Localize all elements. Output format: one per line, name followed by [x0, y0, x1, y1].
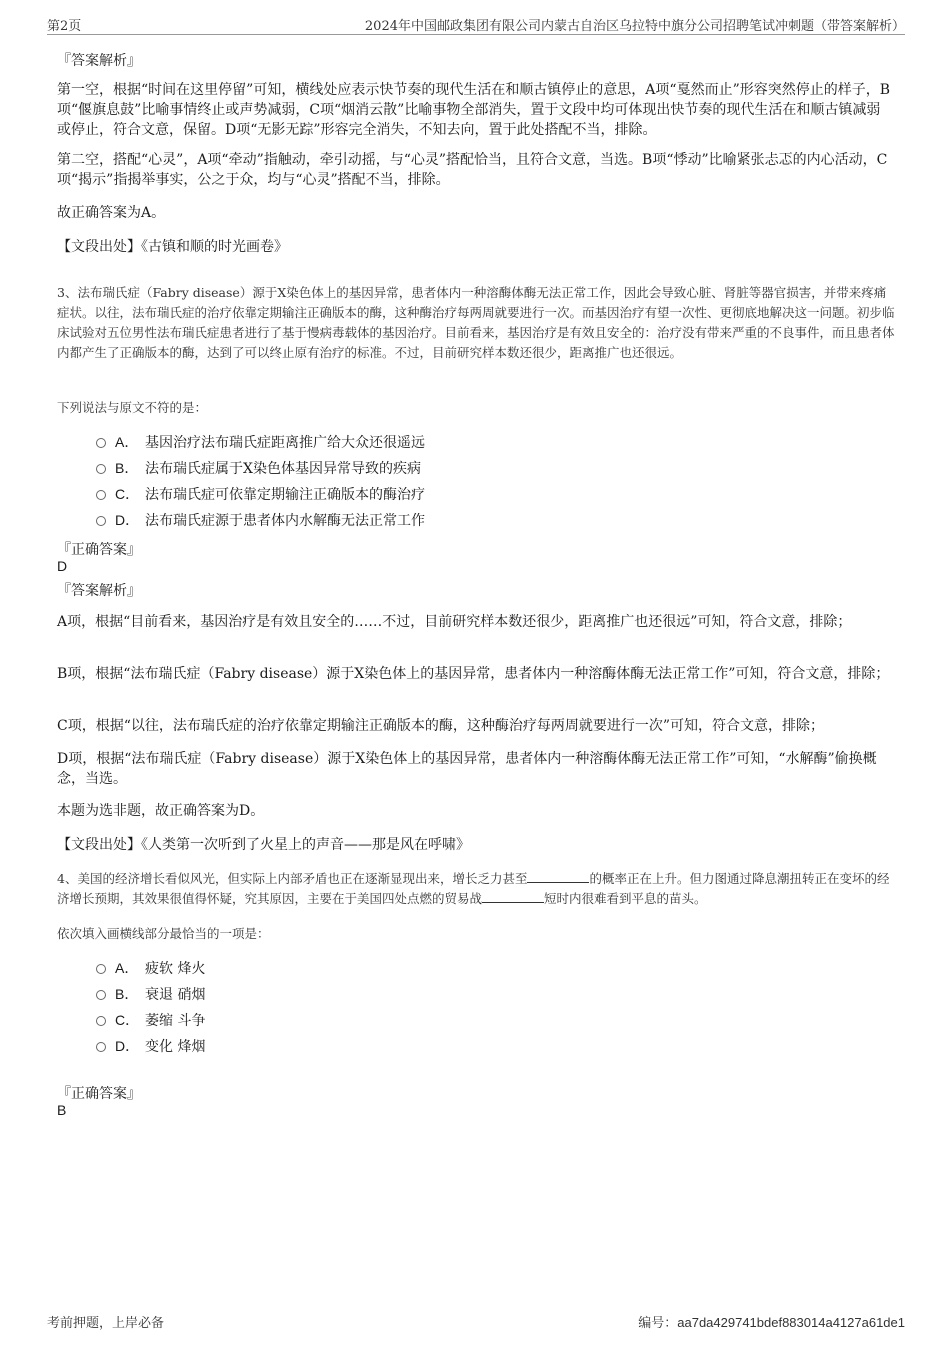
q3-conclusion: 本题为选非题，故正确答案为D。	[57, 803, 265, 819]
q3-analysis-d: D项，根据“法布瑞氏症（Fabry disease）源于X染色体上的基因异常，患者体内一种溶酶体酶无法正常工作”可知，“水解酶”偷换概念，当选。	[57, 751, 877, 787]
radio-icon[interactable]	[96, 990, 106, 1000]
q2-source: 【文段出处】《古镇和顺的时光画卷》	[57, 239, 288, 255]
footer-slogan: 考前押题，上岸必备	[47, 1316, 165, 1331]
radio-icon[interactable]	[96, 516, 106, 526]
q3-option-a[interactable]: A． 基因治疗法布瑞氏症距离推广给大众还很遥远	[96, 432, 425, 452]
q3-correct-answer: D	[57, 558, 68, 574]
radio-icon[interactable]	[96, 1042, 106, 1052]
blank-1	[527, 870, 589, 883]
q3-question: 下列说法与原文不符的是：	[57, 400, 208, 415]
q2-analysis-para2: 第二空，搭配“心灵”，A项“牵动”指触动，牵引动摇，与“心灵”搭配恰当，且符合文意，当选。B项“悸动”比喻紧张忐忑的内心活动，C项“揭示”指揭举事实，公之于众，均与“心灵”搭配不当，排除。	[57, 152, 888, 188]
q3-source: 【文段出处】《人类第一次听到了火星上的声音——那是风在呼啸》	[57, 837, 470, 853]
page-number: 第2页	[47, 19, 82, 34]
q4-correct-answer: B	[57, 1102, 67, 1118]
radio-icon[interactable]	[96, 438, 106, 448]
q3-option-c[interactable]: C． 法布瑞氏症可依靠定期输注正确版本的酶治疗	[96, 484, 425, 504]
q3-correct-label: 『正确答案』	[57, 542, 141, 558]
footer-id: 编号：aa7da429741bdef883014a4127a61de1	[638, 1315, 905, 1331]
q3-analysis-b: B项，根据“法布瑞氏症（Fabry disease）源于X染色体上的基因异常，患者体内一种溶酶体酶无法正常工作”可知，符合文意，排除；	[57, 666, 890, 682]
q3-analysis-a: A项，根据“目前看来，基因治疗是有效且安全的……不过，目前研究样本数还很少，距离推广也还很远”可知，符合文意，排除；	[57, 614, 852, 630]
radio-icon[interactable]	[96, 464, 106, 474]
radio-icon[interactable]	[96, 490, 106, 500]
q4-correct-label: 『正确答案』	[57, 1086, 141, 1102]
blank-2	[482, 890, 544, 903]
q4-option-b[interactable]: B． 衰退 硝烟	[96, 984, 205, 1004]
q3-option-b[interactable]: B． 法布瑞氏症属于X染色体基因异常导致的疾病	[96, 458, 421, 478]
q4-question: 依次填入画横线部分最恰当的一项是：	[57, 926, 270, 941]
radio-icon[interactable]	[96, 964, 106, 974]
q3-analysis-label: 『答案解析』	[57, 583, 141, 599]
q2-analysis-label: 『答案解析』	[57, 53, 141, 69]
page-header	[47, 14, 905, 35]
q3-analysis-c: C项，根据“以往，法布瑞氏症的治疗依靠定期输注正确版本的酶，这种酶治疗每两周就要进行一次”可知，符合文意，排除；	[57, 718, 825, 734]
q4-option-a[interactable]: A． 疲软 烽火	[96, 958, 205, 978]
q2-analysis-para1: 第一空，根据“时间在这里停留”可知，横线处应表示快节奏的现代生活在和顺古镇停止的意思，A项“戛然而止”形容突然停止的样子，B项“偃旗息鼓”比喻事情终止或声势减弱，C项“烟消云散”比喻事物全部消失，置于文段中均可体现出快节奏的现代生活在和顺古镇减弱或停止，符合文意，保留。D项“无影无踪”形容完全消失，不知去向，置于此处搭配不当，排除。	[57, 82, 891, 138]
document-title: 2024年中国邮政集团有限公司内蒙古自治区乌拉特中旗分公司招聘笔试冲刺题（带答案解析）	[364, 19, 905, 34]
q4-passage: 4、美国的经济增长看似风光，但实际上内部矛盾也正在逐渐显现出来，增长乏力甚至 的概率正在上升。但力图通过降息潮扭转正在变坏的经济增长预期，其效果很值得怀疑，究其原因，主要在于美国四处点燃的贸易战 短时内很难看到平息的苗头。	[57, 871, 890, 906]
q3-option-d[interactable]: D． 法布瑞氏症源于患者体内水解酶无法正常工作	[96, 510, 425, 530]
radio-icon[interactable]	[96, 1016, 106, 1026]
q3-passage: 3、法布瑞氏症（Fabry disease）源于X染色体上的基因异常，患者体内一种溶酶体酶无法正常工作，因此会导致心脏、肾脏等器官损害，并带来疼痛症状。以往，法布瑞氏症的治疗依靠定期输注正确版本的酶，这种酶治疗每两周就要进行一次。而基因治疗有望一次性、更彻底地解决这一问题。初步临床试验对五位男性法布瑞氏症患者进行了基于慢病毒载体的基因治疗。目前看来，基因治疗是有效且安全的：治疗没有带来严重的不良事件，而且患者体内都产生了正确版本的酶，达到了可以终止原有治疗的标准。不过，目前研究样本数还很少，距离推广也还很远。	[57, 285, 895, 360]
q4-option-c[interactable]: C． 萎缩 斗争	[96, 1010, 205, 1030]
q2-conclusion: 故正确答案为A。	[57, 205, 166, 221]
q4-option-d[interactable]: D． 变化 烽烟	[96, 1036, 205, 1056]
